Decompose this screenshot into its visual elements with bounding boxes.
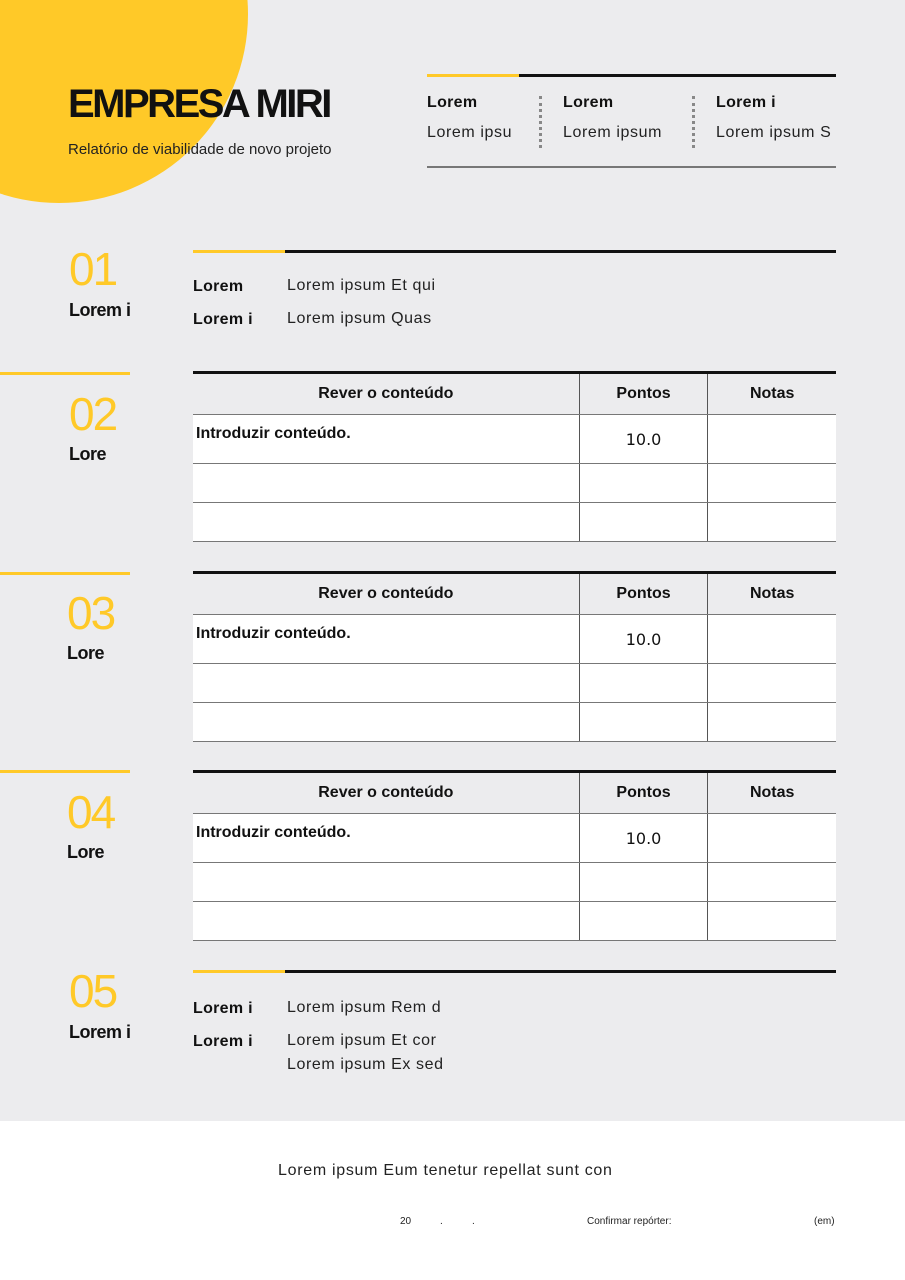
table-cell[interactable] (579, 902, 708, 941)
table-cell[interactable] (193, 464, 579, 503)
table-cell[interactable] (708, 863, 836, 902)
section-label: Lore (69, 444, 107, 464)
table-row (193, 615, 836, 664)
section-marker-bar (0, 372, 130, 375)
info-label: Lorem i (716, 94, 776, 111)
field-value: Lorem ipsum Rem d (287, 999, 442, 1016)
column-header: Notas (708, 573, 836, 615)
section-number: 01 (69, 243, 117, 295)
review-table (193, 770, 836, 941)
company-name: EMPRESA MIRI (68, 82, 330, 126)
dotted-divider (539, 96, 542, 148)
info-value: Lorem ipsu (427, 124, 513, 141)
table-cell[interactable] (708, 664, 836, 703)
section-number: 05 (69, 965, 117, 1017)
section-label: Lorem i (69, 300, 131, 320)
section-rule (193, 970, 836, 973)
table-cell[interactable]: Introduzir conteúdo. (193, 415, 579, 464)
section-number: 03 (67, 587, 115, 639)
column-header: Notas (708, 772, 836, 814)
table-cell[interactable] (708, 503, 836, 542)
table-cell[interactable]: 10.0 (579, 814, 708, 863)
info-label: Lorem (563, 94, 614, 111)
table-cell[interactable] (579, 863, 708, 902)
table-cell[interactable]: 10.0 (579, 615, 708, 664)
info-value: Lorem ipsum (563, 124, 663, 141)
footer-text: Lorem ipsum Eum tenetur repellat sunt con (278, 1162, 613, 1179)
unit-label: (em) (814, 1216, 835, 1227)
date-separator: . (472, 1216, 475, 1227)
section-label: Lore (67, 643, 105, 663)
section-marker-bar (0, 572, 130, 575)
table-row (193, 863, 836, 902)
field-key: Lorem i (193, 1000, 253, 1017)
table-cell[interactable] (708, 902, 836, 941)
section-marker-bar (0, 770, 130, 773)
confirm-reporter-label: Confirmar repórter: (587, 1216, 672, 1227)
info-box-top-rule (427, 74, 836, 77)
review-table (193, 571, 836, 742)
info-label: Lorem (427, 94, 478, 111)
report-subtitle: Relatório de viabilidade de novo projeto (68, 141, 332, 158)
field-value: Lorem ipsum Quas (287, 310, 432, 327)
table-row (193, 464, 836, 503)
table-row (193, 664, 836, 703)
table-cell[interactable] (579, 664, 708, 703)
table-cell[interactable] (708, 814, 836, 863)
table-cell[interactable] (193, 863, 579, 902)
table-cell[interactable] (193, 664, 579, 703)
section-number: 04 (67, 786, 115, 838)
field-value: Lorem ipsum Et cor (287, 1032, 437, 1049)
field-value: Lorem ipsum Ex sed (287, 1056, 444, 1073)
table-cell[interactable] (579, 703, 708, 742)
section-number: 02 (69, 388, 117, 440)
date-separator: . (440, 1216, 443, 1227)
field-value: Lorem ipsum Et qui (287, 277, 436, 294)
info-box-bottom-rule (427, 166, 836, 168)
table-cell[interactable] (579, 464, 708, 503)
dotted-divider (692, 96, 695, 148)
table-row (193, 415, 836, 464)
column-header: Rever o conteúdo (193, 373, 579, 415)
table-cell[interactable] (193, 902, 579, 941)
table-cell[interactable]: 10.0 (579, 415, 708, 464)
column-header: Rever o conteúdo (193, 573, 579, 615)
table-cell[interactable] (193, 503, 579, 542)
table-row (193, 703, 836, 742)
table-row (193, 814, 836, 863)
info-column-1 (427, 94, 512, 142)
info-column-3 (716, 94, 831, 142)
table-cell[interactable]: Introduzir conteúdo. (193, 615, 579, 664)
section-rule (193, 250, 836, 253)
date-year[interactable]: 20 (400, 1216, 412, 1227)
info-value: Lorem ipsum S (716, 124, 832, 141)
field-key: Lorem i (193, 1033, 253, 1050)
section-label: Lorem i (69, 1022, 131, 1042)
table-cell[interactable] (708, 615, 836, 664)
table-cell[interactable] (193, 703, 579, 742)
column-header: Notas (708, 373, 836, 415)
table-cell[interactable] (579, 503, 708, 542)
table-row (193, 902, 836, 941)
section-label: Lore (67, 842, 105, 862)
table-cell[interactable]: Introduzir conteúdo. (193, 814, 579, 863)
column-header: Rever o conteúdo (193, 772, 579, 814)
table-row (193, 503, 836, 542)
field-key: Lorem i (193, 311, 253, 328)
review-table (193, 371, 836, 542)
field-key: Lorem (193, 278, 244, 295)
column-header: Pontos (579, 573, 708, 615)
info-column-2 (563, 94, 662, 142)
table-cell[interactable] (708, 464, 836, 503)
column-header: Pontos (579, 373, 708, 415)
column-header: Pontos (579, 772, 708, 814)
table-cell[interactable] (708, 703, 836, 742)
footer (0, 1121, 905, 1280)
table-cell[interactable] (708, 415, 836, 464)
